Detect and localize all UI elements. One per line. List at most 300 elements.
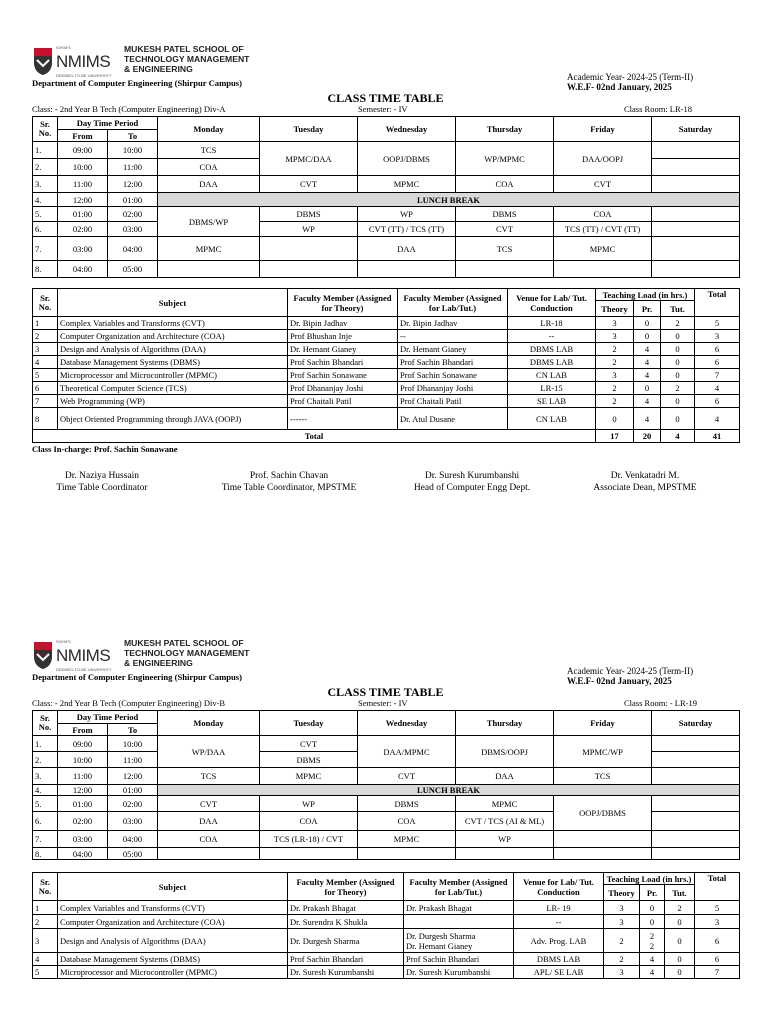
column-header: Teaching Load (in hrs.) <box>604 873 695 885</box>
cell-venue: DBMS LAB <box>508 343 596 356</box>
cell-subject: Computer Organization and Architecture (COA) <box>58 915 288 929</box>
table-cell: Total <box>33 430 596 443</box>
signatory: Dr. Suresh Kurumbanshi Head of Computer Engg Dept. <box>413 471 531 493</box>
lunch-break: LUNCH BREAK <box>158 785 740 796</box>
cell-pr: 2 2 <box>640 929 665 953</box>
table-cell: CVT <box>158 796 260 812</box>
academic-info: Academic Year- 2024-25 (Term-II) W.E.F- 02nd January, 2025 <box>567 72 694 92</box>
subject-table <box>32 288 740 443</box>
table-cell: MPMC/DAA <box>260 142 358 176</box>
table-cell: 5. <box>33 796 58 812</box>
cell-sr: 7 <box>33 395 58 408</box>
table-cell: MPMC <box>358 831 456 848</box>
column-header: Sr. No. <box>33 117 58 142</box>
table-cell: WP <box>358 207 456 222</box>
table-cell: DBMS <box>260 752 358 768</box>
column-header: Teaching Load (in hrs.) <box>596 289 695 301</box>
cell-th: 2 <box>604 953 640 966</box>
nmims-logo: SVKM'S NMIMS DEEMED-TO-BE UNIVERSITY <box>32 44 114 80</box>
timetable <box>32 116 740 278</box>
table-cell: COA <box>158 159 260 176</box>
table-cell: 04:00 <box>58 848 108 860</box>
cell-theory_fac: Prof Dhananjay Joshi <box>288 382 398 395</box>
table-cell: 10:00 <box>108 736 158 752</box>
cell-theory_fac: Dr. Bipin Jadhav <box>288 317 398 330</box>
cell-lab_fac: Prof Sachin Sonawane <box>398 369 508 382</box>
table-cell: 09:00 <box>58 142 108 159</box>
table-cell: 3. <box>33 768 58 785</box>
column-header: Total <box>695 289 740 317</box>
table-cell: 03:00 <box>58 237 108 261</box>
cell-subject: Microprocessor and Microcontroller (MPMC) <box>58 369 288 382</box>
cell-pr: 0 <box>640 901 665 915</box>
cell-sr: 8 <box>33 408 58 430</box>
cell-sr: 4 <box>33 356 58 369</box>
table-cell: DAA <box>456 768 554 785</box>
cell-total: 7 <box>695 369 740 382</box>
table-cell: 10:00 <box>108 142 158 159</box>
cell-subject: Database Management Systems (DBMS) <box>58 953 288 966</box>
table-cell: 4 <box>661 430 695 443</box>
column-header: Monday <box>158 117 260 142</box>
subject-table <box>32 872 740 979</box>
table-cell: DBMS <box>260 207 358 222</box>
table-cell: 6. <box>33 222 58 237</box>
table-cell: DAA <box>158 176 260 193</box>
table-cell: DBMS <box>358 796 456 812</box>
cell-lab_fac: Prof Dhananjay Joshi <box>398 382 508 395</box>
column-header: Sr. No. <box>33 711 58 736</box>
cell-subject: Web Programming (WP) <box>58 395 288 408</box>
table-cell: 12:00 <box>58 785 108 796</box>
table-cell: 01:00 <box>58 796 108 812</box>
table-row <box>33 343 740 356</box>
table-cell: MPMC <box>554 237 652 261</box>
cell-venue: LR-18 <box>508 317 596 330</box>
department: Department of Computer Engineering (Shirpur Campus) <box>32 78 242 88</box>
cell-tut: 0 <box>661 408 695 430</box>
table-row <box>33 330 740 343</box>
table-cell: 04:00 <box>58 261 108 278</box>
school-name: MUKESH PATEL SCHOOL OF TECHNOLOGY MANAGEMENT & ENGINEERING <box>124 638 250 668</box>
cell-tut: 0 <box>661 356 695 369</box>
table-cell: 05:00 <box>108 261 158 278</box>
table-cell: TCS <box>456 237 554 261</box>
cell-total: 4 <box>695 382 740 395</box>
table-cell: 12:00 <box>58 193 108 207</box>
cell-pr: 4 <box>640 966 665 979</box>
cell-theory_fac: ------ <box>288 408 398 430</box>
column-header: Theory <box>596 301 634 317</box>
table-cell: CVT <box>456 222 554 237</box>
table-cell: TCS <box>158 142 260 159</box>
table-cell: DAA/MPMC <box>358 736 456 768</box>
cell-subject: Database Management Systems (DBMS) <box>58 356 288 369</box>
cell-tut: 0 <box>661 330 695 343</box>
academic-info: Academic Year- 2024-25 (Term-II) W.E.F- 02nd January, 2025 <box>567 666 694 686</box>
cell-total: 3 <box>695 330 740 343</box>
table-cell: 6. <box>33 812 58 831</box>
table-cell: 7. <box>33 831 58 848</box>
table-cell: 5. <box>33 207 58 222</box>
table-cell: 12:00 <box>108 176 158 193</box>
cell-pr: 0 <box>634 317 661 330</box>
table-row <box>33 929 740 953</box>
column-header: Faculty Member (Assigned for Lab/Tut.) <box>398 289 508 317</box>
table-row <box>33 966 740 979</box>
column-header: Day Time Period <box>58 117 158 130</box>
cell-theory_fac: Dr. Hemant Gianey <box>288 343 398 356</box>
column-header: Tuesday <box>260 711 358 736</box>
table-cell <box>158 848 260 860</box>
table-cell <box>652 796 740 812</box>
table-cell: 11:00 <box>108 752 158 768</box>
table-cell: 03:00 <box>108 222 158 237</box>
cell-tut: 0 <box>665 915 695 929</box>
table-cell <box>554 261 652 278</box>
class-line: Class: - 2nd Year B Tech (Computer Engineering) Div-A Semester: - IV Class Room: LR-18 <box>32 104 693 114</box>
table-cell <box>652 176 740 193</box>
table-cell: CVT <box>260 736 358 752</box>
column-header: Subject <box>58 289 288 317</box>
cell-sr: 2 <box>33 330 58 343</box>
table-cell <box>554 831 652 848</box>
cell-th: 3 <box>596 330 634 343</box>
table-cell: DAA/OOPJ <box>554 142 652 176</box>
cell-total: 4 <box>695 408 740 430</box>
cell-lab_fac: -- <box>398 330 508 343</box>
cell-venue: DBMS LAB <box>508 356 596 369</box>
column-header: Subject <box>58 873 288 901</box>
table-cell: WP/DAA <box>158 736 260 768</box>
cell-th: 3 <box>604 966 640 979</box>
cell-total: 6 <box>695 395 740 408</box>
table-cell: 10:00 <box>58 752 108 768</box>
table-cell: WP <box>456 831 554 848</box>
table-row <box>33 953 740 966</box>
school-name: MUKESH PATEL SCHOOL OF TECHNOLOGY MANAGEMENT & ENGINEERING <box>124 44 250 74</box>
cell-total: 7 <box>695 966 740 979</box>
table-cell: COA <box>456 176 554 193</box>
table-cell: 04:00 <box>108 831 158 848</box>
cell-venue: CN LAB <box>508 408 596 430</box>
table-cell: CVT <box>260 176 358 193</box>
table-cell: DAA <box>158 812 260 831</box>
cell-venue: SE LAB <box>508 395 596 408</box>
table-cell <box>652 768 740 785</box>
column-header: Thursday <box>456 117 554 142</box>
cell-total: 6 <box>695 356 740 369</box>
table-cell: 02:00 <box>58 812 108 831</box>
table-cell: DBMS <box>456 207 554 222</box>
table-cell <box>260 261 358 278</box>
table-cell: CVT (TT) / TCS (TT) <box>358 222 456 237</box>
column-header: To <box>108 724 158 736</box>
signatory: Dr. Naziya Hussain Time Table Coordinator <box>56 471 148 493</box>
column-header: Theory <box>604 885 640 901</box>
column-header: Total <box>695 873 740 901</box>
cell-pr: 0 <box>634 330 661 343</box>
cell-th: 3 <box>604 915 640 929</box>
cell-theory_fac: Prof Sachin Bhandari <box>288 356 398 369</box>
cell-subject: Design and Analysis of Algorithms (DAA) <box>58 343 288 356</box>
cell-tut: 0 <box>661 369 695 382</box>
cell-th: 2 <box>596 343 634 356</box>
table-cell: 01:00 <box>108 785 158 796</box>
table-cell: 04:00 <box>108 237 158 261</box>
cell-theory_fac: Dr. Surendra K Shukla <box>288 915 404 929</box>
column-header: Thursday <box>456 711 554 736</box>
table-cell: TCS (TT) / CVT (TT) <box>554 222 652 237</box>
shield-icon <box>32 46 54 76</box>
table-cell <box>652 812 740 831</box>
column-header: Saturday <box>652 711 740 736</box>
table-row <box>33 915 740 929</box>
table-cell: MPMC <box>456 796 554 812</box>
table-cell: 2. <box>33 752 58 768</box>
column-header: Faculty Member (Assigned for Lab/Tut.) <box>404 873 514 901</box>
cell-lab_fac: Prof Sachin Bhandari <box>404 953 514 966</box>
table-cell: COA <box>260 812 358 831</box>
table-cell <box>652 752 740 768</box>
cell-tut: 0 <box>661 395 695 408</box>
table-cell: 10:00 <box>58 159 108 176</box>
table-cell <box>652 222 740 237</box>
cell-pr: 4 <box>634 395 661 408</box>
table-cell <box>554 848 652 860</box>
shield-icon <box>32 640 54 670</box>
signatory: Dr. Venkatadri M. Associate Dean, MPSTME <box>593 471 697 493</box>
cell-pr: 4 <box>634 356 661 369</box>
table-cell <box>652 207 740 222</box>
cell-theory_fac: Prof Sachin Bhandari <box>288 953 404 966</box>
page-title: CLASS TIME TABLE <box>327 685 444 699</box>
column-header: From <box>58 724 108 736</box>
table-cell: 41 <box>695 430 740 443</box>
cell-venue: CN LAB <box>508 369 596 382</box>
cell-subject: Microprocessor and Microcontroller (MPMC) <box>58 966 288 979</box>
table-cell: 8. <box>33 261 58 278</box>
cell-subject: Complex Variables and Transforms (CVT) <box>58 317 288 330</box>
cell-sr: 6 <box>33 382 58 395</box>
table-row <box>33 901 740 915</box>
table-cell: 3. <box>33 176 58 193</box>
table-cell: MPMC/WP <box>554 736 652 768</box>
cell-sr: 1 <box>33 317 58 330</box>
cell-total: 5 <box>695 317 740 330</box>
table-cell: DBMS/OOPJ <box>456 736 554 768</box>
cell-tut: 2 <box>661 317 695 330</box>
column-header: Wednesday <box>358 711 456 736</box>
table-cell: 11:00 <box>108 159 158 176</box>
table-cell: WP <box>260 222 358 237</box>
cell-venue: APL/ SE LAB <box>514 966 604 979</box>
table-cell <box>260 848 358 860</box>
table-cell: 09:00 <box>58 736 108 752</box>
table-cell: 7. <box>33 237 58 261</box>
table-cell: 01:00 <box>58 207 108 222</box>
column-header: Venue for Lab/ Tut. Conduction <box>514 873 604 901</box>
cell-venue: LR-15 <box>508 382 596 395</box>
table-cell <box>358 261 456 278</box>
table-cell: 4. <box>33 785 58 796</box>
cell-pr: 4 <box>634 343 661 356</box>
table-cell: OOPJ/DBMS <box>358 142 456 176</box>
table-cell: COA <box>158 831 260 848</box>
table-cell: 2. <box>33 159 58 176</box>
cell-lab_fac: Dr. Durgesh Sharma Dr. Hemant Gianey <box>404 929 514 953</box>
table-cell: 1. <box>33 736 58 752</box>
column-header: Pr. <box>640 885 665 901</box>
column-header: Tut. <box>661 301 695 317</box>
table-cell <box>652 848 740 860</box>
cell-pr: 0 <box>634 382 661 395</box>
table-cell: 11:00 <box>58 176 108 193</box>
cell-sr: 1 <box>33 901 58 915</box>
table-cell <box>456 261 554 278</box>
cell-th: 2 <box>596 382 634 395</box>
cell-total: 6 <box>695 343 740 356</box>
timetable-div-a <box>32 44 739 500</box>
header <box>32 638 739 686</box>
cell-theory_fac: Dr. Suresh Kurumbanshi <box>288 966 404 979</box>
table-cell: 12:00 <box>108 768 158 785</box>
column-header: Friday <box>554 711 652 736</box>
column-header: Sr. No. <box>33 873 58 901</box>
cell-subject: Design and Analysis of Algorithms (DAA) <box>58 929 288 953</box>
cell-lab_fac: Dr. Bipin Jadhav <box>398 317 508 330</box>
cell-theory_fac: Dr. Prakash Bhagat <box>288 901 404 915</box>
cell-venue: Adv. Prog. LAB <box>514 929 604 953</box>
table-cell: 02:00 <box>108 796 158 812</box>
lunch-break: LUNCH BREAK <box>158 193 740 207</box>
table-cell: 17 <box>596 430 634 443</box>
table-cell: TCS <box>554 768 652 785</box>
cell-lab_fac: Prof Sachin Bhandari <box>398 356 508 369</box>
table-cell <box>652 159 740 176</box>
table-cell <box>260 237 358 261</box>
cell-lab_fac: Dr. Hemant Gianey <box>398 343 508 356</box>
table-row <box>33 317 740 330</box>
column-header: Faculty Member (Assigned for Theory) <box>288 289 398 317</box>
cell-pr: 0 <box>640 915 665 929</box>
cell-th: 2 <box>596 395 634 408</box>
table-cell: CVT / TCS (AI & ML) <box>456 812 554 831</box>
cell-total: 6 <box>695 953 740 966</box>
cell-venue: LR- 19 <box>514 901 604 915</box>
table-row <box>33 382 740 395</box>
cell-total: 5 <box>695 901 740 915</box>
table-cell: MPMC <box>358 176 456 193</box>
cell-sr: 5 <box>33 369 58 382</box>
cell-tut: 0 <box>665 953 695 966</box>
cell-pr: 4 <box>634 408 661 430</box>
table-row <box>33 395 740 408</box>
column-header: Tut. <box>665 885 695 901</box>
table-cell <box>652 831 740 848</box>
column-header: Tuesday <box>260 117 358 142</box>
table-cell: OOPJ/DBMS <box>554 796 652 831</box>
column-header: To <box>108 130 158 142</box>
table-row <box>33 369 740 382</box>
cell-tut: 0 <box>665 929 695 953</box>
page-title: CLASS TIME TABLE <box>327 91 444 105</box>
cell-tut: 2 <box>661 382 695 395</box>
cell-th: 2 <box>596 356 634 369</box>
cell-total: 6 <box>695 929 740 953</box>
table-cell: 4. <box>33 193 58 207</box>
cell-lab_fac: Dr. Atul Dusane <box>398 408 508 430</box>
table-cell: TCS (LR-18) / CVT <box>260 831 358 848</box>
table-cell: MPMC <box>158 237 260 261</box>
cell-total: 3 <box>695 915 740 929</box>
cell-theory_fac: Prof Chaitali Patil <box>288 395 398 408</box>
table-cell: 8. <box>33 848 58 860</box>
column-header: Sr. No. <box>33 289 58 317</box>
department: Department of Computer Engineering (Shirpur Campus) <box>32 672 242 682</box>
cell-tut: 0 <box>665 966 695 979</box>
column-header: Monday <box>158 711 260 736</box>
cell-venue: -- <box>508 330 596 343</box>
table-cell: CVT <box>554 176 652 193</box>
table-cell: 1. <box>33 142 58 159</box>
cell-sr: 3 <box>33 343 58 356</box>
cell-th: 3 <box>596 317 634 330</box>
cell-venue: DBMS LAB <box>514 953 604 966</box>
table-cell: 20 <box>634 430 661 443</box>
cell-th: 0 <box>596 408 634 430</box>
table-cell <box>652 736 740 752</box>
timetable-div-b <box>32 638 739 979</box>
header <box>32 44 739 92</box>
table-cell: 02:00 <box>108 207 158 222</box>
cell-tut: 0 <box>661 343 695 356</box>
cell-sr: 5 <box>33 966 58 979</box>
table-row <box>33 356 740 369</box>
column-header: Friday <box>554 117 652 142</box>
table-cell: WP/MPMC <box>456 142 554 176</box>
table-cell: 03:00 <box>58 831 108 848</box>
table-cell <box>652 261 740 278</box>
class-line: Class: - 2nd Year B Tech (Computer Engineering) Div-B Semester: - IV Class Room: - LR-19 <box>32 698 697 708</box>
class-incharge: Class In-charge: Prof. Sachin Sonawane <box>32 444 178 454</box>
table-cell: TCS <box>158 768 260 785</box>
cell-pr: 4 <box>634 369 661 382</box>
column-header: Saturday <box>652 117 740 142</box>
table-cell: WP <box>260 796 358 812</box>
cell-pr: 4 <box>640 953 665 966</box>
cell-th: 3 <box>596 369 634 382</box>
cell-th: 2 <box>604 929 640 953</box>
cell-subject: Object Oriented Programming through JAVA (OOPJ) <box>58 408 288 430</box>
table-cell <box>652 142 740 159</box>
table-cell: CVT <box>358 768 456 785</box>
cell-venue: -- <box>514 915 604 929</box>
cell-th: 3 <box>604 901 640 915</box>
cell-sr: 4 <box>33 953 58 966</box>
cell-subject: Complex Variables and Transforms (CVT) <box>58 901 288 915</box>
cell-lab_fac <box>404 915 514 929</box>
cell-tut: 2 <box>665 901 695 915</box>
cell-theory_fac: Prof Bhushan Inje <box>288 330 398 343</box>
column-header: Wednesday <box>358 117 456 142</box>
column-header: Venue for Lab/ Tut. Conduction <box>508 289 596 317</box>
table-row <box>33 408 740 430</box>
table-cell <box>652 237 740 261</box>
cell-theory_fac: Dr. Durgesh Sharma <box>288 929 404 953</box>
column-header: From <box>58 130 108 142</box>
cell-subject: Computer Organization and Architecture (COA) <box>58 330 288 343</box>
